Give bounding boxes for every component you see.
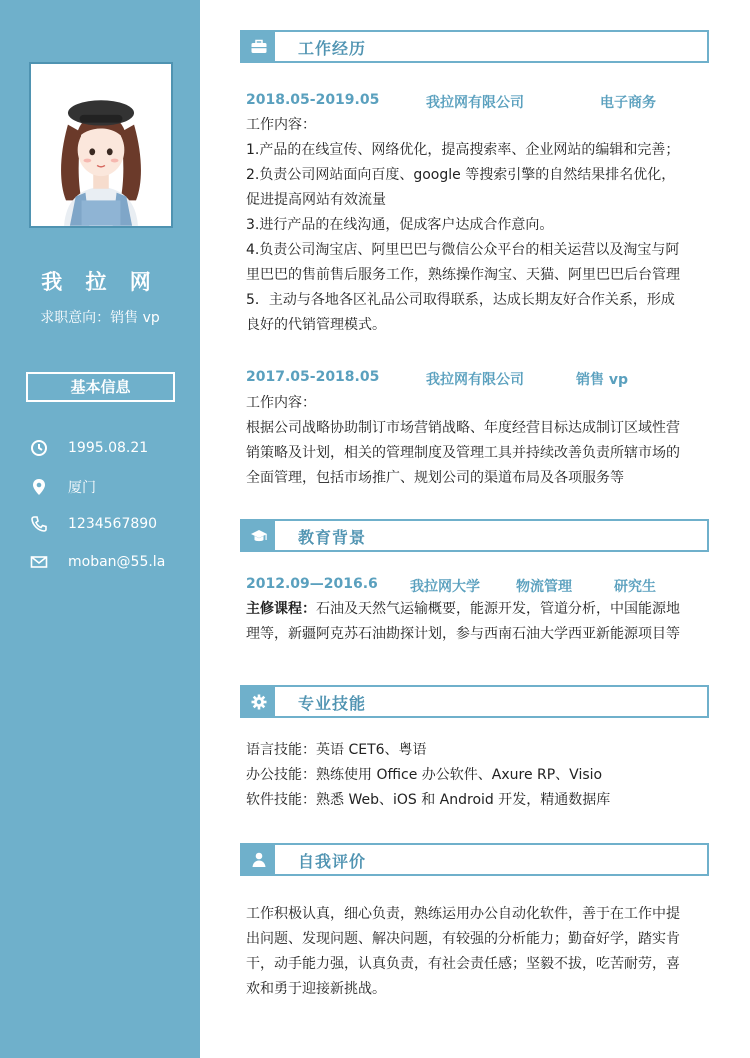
briefcase-icon xyxy=(242,32,275,61)
candidate-name: 我 拉 网 xyxy=(41,270,159,294)
birthday-value: 1995.08.21 xyxy=(68,440,149,456)
job-1-line: 1.产品的在线宣传、网络优化，提高搜索率、企业网站的编辑和完善； xyxy=(246,142,680,158)
phone-row xyxy=(30,513,200,535)
self-eval-line: 工作积极认真，细心负责，熟练运用办公自动化软件，善于在工作中提 xyxy=(246,906,680,922)
skills-content xyxy=(246,738,712,813)
basic-info-heading: 基本信息 xyxy=(26,372,175,402)
job-2-line: 全面管理，包括市场推广、规划公司的渠道布局及各项服务等 xyxy=(246,470,624,486)
city-row xyxy=(30,476,200,498)
job-1-line: 5．主动与各地各区礼品公司取得联系，达成长期友好合作关系，形成 xyxy=(246,292,675,308)
phone-icon xyxy=(30,515,48,533)
job-2-line: 销策略及计划，相关的管理制度及管理工具并持续改善负责所辖市场的 xyxy=(246,445,680,461)
clock-icon xyxy=(30,439,48,457)
skill-line: 软件技能：熟悉 Web、iOS 和 Android 开发，精通数据库 xyxy=(246,792,611,808)
job-2-period: 2017.05-2018.05 xyxy=(246,369,380,385)
skill-line: 办公技能：熟练使用 Office 办公软件、Axure RP、Visio xyxy=(246,767,603,783)
skills-section-title: 专业技能 xyxy=(298,694,367,713)
self-eval-section-header xyxy=(240,843,709,876)
self-eval-line: 干，动手能力强，认真负责，有社会责任感；坚毅不拔，吃苦耐劳，喜 xyxy=(246,956,680,972)
sidebar xyxy=(0,0,200,1058)
phone-value: 1234567890 xyxy=(68,516,158,532)
job-1-role: 电子商务 xyxy=(600,95,656,111)
job-2-role: 销售 vp xyxy=(576,372,629,388)
location-pin-icon xyxy=(30,478,48,496)
job-1-line: 里巴巴的售前售后服务工作，熟练操作淘宝、天猫、阿里巴巴后台管理 xyxy=(246,267,680,283)
education-major: 物流管理 xyxy=(516,579,572,595)
envelope-icon xyxy=(30,553,48,571)
work-section-header xyxy=(240,30,709,63)
job-intent: 求职意向：销售 vp xyxy=(40,310,160,326)
job-1-content xyxy=(246,113,712,338)
course-label: 主修课程： xyxy=(246,601,316,617)
education-period: 2012.09—2016.6 xyxy=(246,576,378,592)
avatar-illustration xyxy=(31,64,171,226)
gear-icon xyxy=(242,687,275,716)
skill-line: 语言技能：英语 CET6、粤语 xyxy=(246,742,427,758)
skills-section-header xyxy=(240,685,709,718)
job-1-line: 2.负责公司网站面向百度、google 等搜索引擎的自然结果排名优化， xyxy=(246,167,676,183)
job-2-line: 根据公司战略协助制订市场营销战略、年度经营目标达成制订区域性营 xyxy=(246,420,680,436)
course-line: 石油及天然气运输概要，能源开发，管道分析，中国能源地 xyxy=(316,601,680,617)
education-courses xyxy=(246,597,712,647)
education-section-header xyxy=(240,519,709,552)
self-eval-content xyxy=(246,902,712,1002)
education-degree: 研究生 xyxy=(614,579,656,595)
job-2-content xyxy=(246,391,712,491)
job-1-content-label: 工作内容： xyxy=(246,117,316,133)
job-1-period: 2018.05-2019.05 xyxy=(246,92,380,108)
birthday-row xyxy=(30,437,200,459)
person-icon xyxy=(242,845,275,874)
job-1-line: 良好的代销管理模式。 xyxy=(246,317,386,333)
self-eval-section-title: 自我评价 xyxy=(298,852,367,871)
job-1-line: 促进提高网站有效流量 xyxy=(246,192,386,208)
job-2-company: 我拉网有限公司 xyxy=(426,372,524,388)
graduation-cap-icon xyxy=(242,521,275,550)
work-section-title: 工作经历 xyxy=(298,39,367,58)
job-1-line: 3.进行产品的在线沟通，促成客户达成合作意向。 xyxy=(246,217,554,233)
email-value: moban@55.la xyxy=(68,554,166,570)
job-1-company: 我拉网有限公司 xyxy=(426,95,524,111)
job-2-content-label: 工作内容： xyxy=(246,395,316,411)
job-1-line: 4.负责公司淘宝店、阿里巴巴与微信公众平台的相关运营以及淘宝与阿 xyxy=(246,242,680,258)
course-line: 理等，新疆阿克苏石油勘探计划，参与西南石油大学西亚新能源项目等 xyxy=(246,626,680,642)
education-section-title: 教育背景 xyxy=(298,528,367,547)
self-eval-line: 欢和勇于迎接新挑战。 xyxy=(246,981,386,997)
city-value: 厦门 xyxy=(68,480,96,496)
education-school: 我拉网大学 xyxy=(410,579,480,595)
profile-photo xyxy=(29,62,173,228)
self-eval-line: 出问题、发现问题、解决问题，有较强的分析能力；勤奋好学，踏实肯 xyxy=(246,931,680,947)
email-row xyxy=(30,551,200,573)
